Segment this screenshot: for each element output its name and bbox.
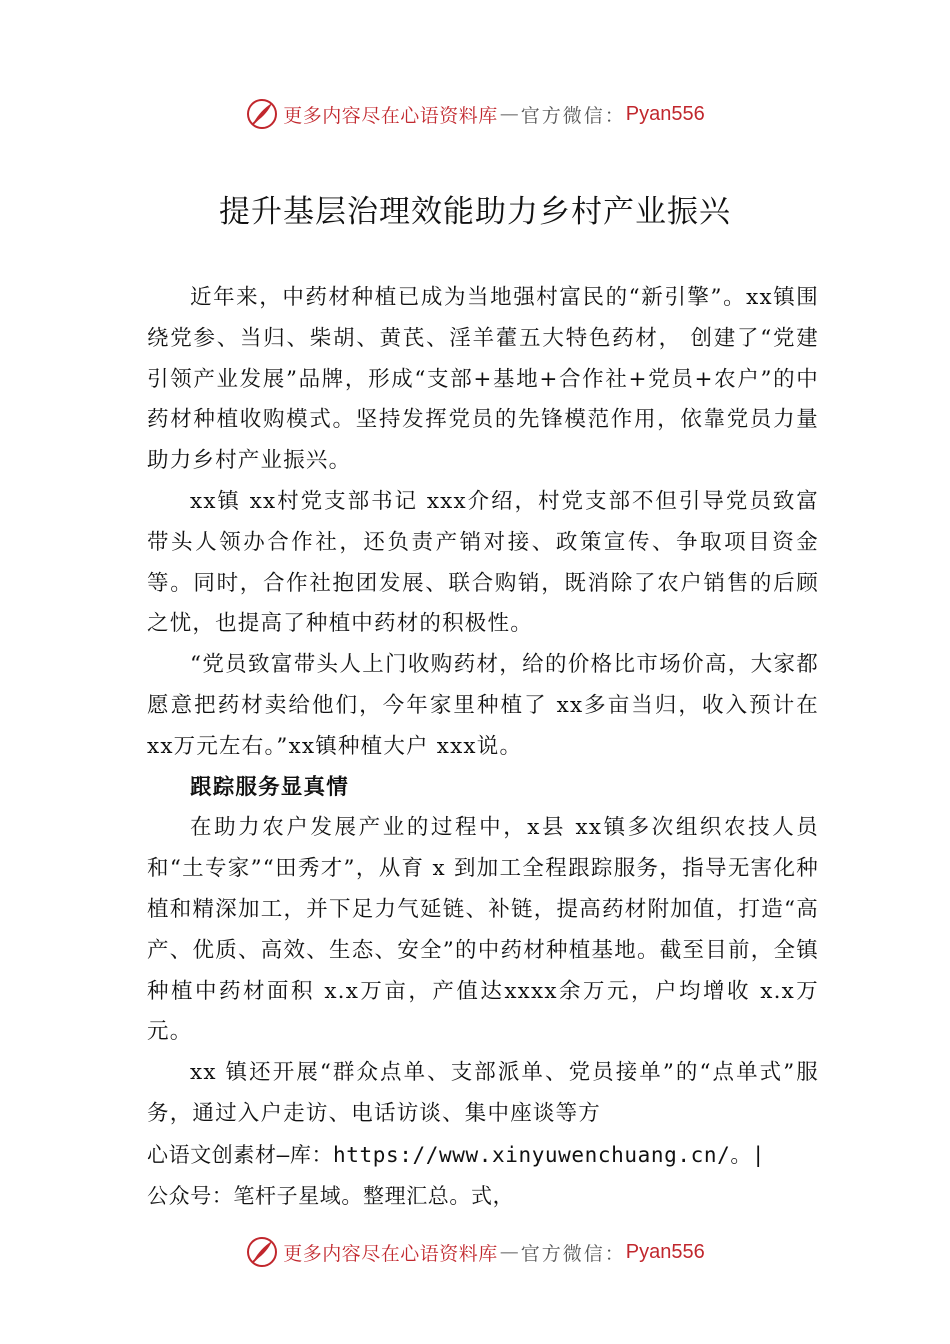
banner-wechat-label: 官方微信： — [520, 1242, 626, 1265]
header-banner — [0, 94, 950, 134]
document-body — [147, 278, 819, 1216]
paragraph: xx镇 xx村党支部书记 xxx介绍，村党支部不但引导党员致富带头人领办合作社，还负责产销对接、政策宣传、争取项目资金等。同时，合作社抱团发展、联合购销，既消除了农户销售的后顾之忧，也提高了种植中药材的积极性。 — [147, 488, 819, 637]
banner-text: 更多内容尽在心语资料库 — [283, 104, 498, 127]
footer-banner — [0, 1232, 950, 1272]
paragraph: xx 镇还开展“群众点单、支部派单、党员接单”的“点单式”服务，通过入户走访、电话访谈、集中座谈等方 — [147, 1060, 819, 1126]
banner-wechat-label: 官方微信： — [520, 104, 626, 127]
source-line: 心语文创素材—库：https://www.xinyuwenchuang.cn/。| — [147, 1142, 766, 1167]
quill-logo-icon — [245, 97, 279, 131]
footer-line: 公众号：笔杆子星域。整理汇总。式， — [147, 1183, 515, 1208]
section-heading: 跟踪服务显真情 — [190, 774, 349, 800]
quill-logo-icon — [245, 1235, 279, 1269]
banner-text: 更多内容尽在心语资料库 — [283, 1242, 498, 1265]
paragraph: 近年来，中药材种植已成为当地强村富民的“新引擎”。xx镇围绕党参、当归、柴胡、黄芪、淫羊藿五大特色药材， 创建了“党建引领产业发展”品牌，形成“支部+基地+合作社+党员+农户”的中药材种植收购模式。坚持发挥党员的先锋模范作用，依靠党员力量助力乡村产业振兴。 — [147, 285, 819, 474]
page-title: 提升基层治理效能助力乡村产业振兴 — [219, 194, 731, 230]
banner-separator: — — [499, 103, 519, 125]
banner-wechat-id: Pyan556 — [625, 102, 705, 125]
paragraph: “党员致富带头人上门收购药材，给的价格比市场价高，大家都愿意把药材卖给他们，今年家里种植了 xx多亩当归，收入预计在xx万元左右。”xx镇种植大户 xxx说。 — [147, 652, 819, 759]
banner-wechat-id: Pyan556 — [625, 1240, 705, 1263]
banner-separator: — — [499, 1241, 519, 1263]
paragraph: 在助力农户发展产业的过程中，x县 xx镇多次组织农技人员和“土专家”“田秀才”，从育 x 到加工全程跟踪服务，指导无害化种植和精深加工，并下足力气延链、补链，提高药材附加值，打造“高产、优质、高效、生态、安全”的中药材种植基地。截至目前，全镇种植中药材面积 x.x万亩，产值达xxxx余万元，户均增收 x.x万元。 — [147, 815, 819, 1045]
